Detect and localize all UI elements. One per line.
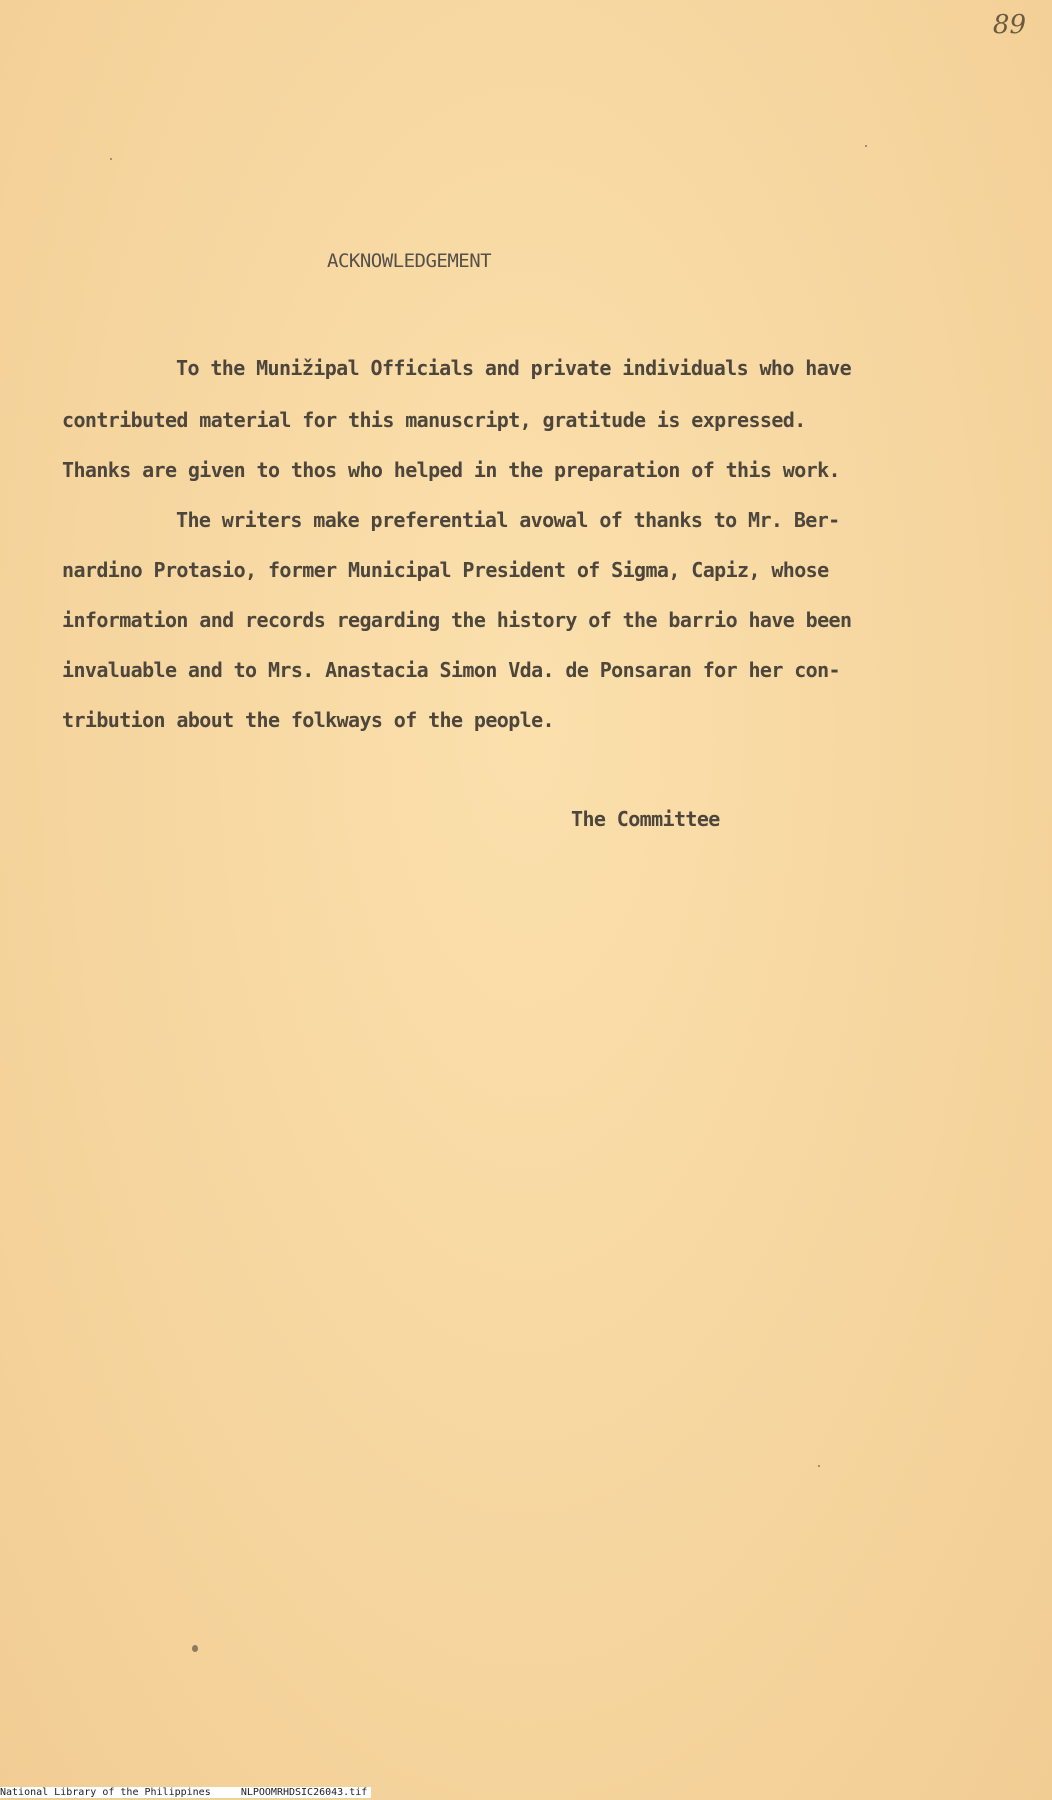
paragraph-line: The writers make preferential avowal of thanks to Mr. Ber- [176,508,840,532]
paragraph-line: Thanks are given to thos who helped in the preparation of this work. [62,458,840,482]
paper-speck [192,1645,198,1652]
signature: The Committee [571,807,720,831]
paragraph-line: nardino Protasio, former Municipal President of Sigma, Capiz, whose [62,558,829,582]
paper-speck [110,158,112,160]
paragraph-line: invaluable and to Mrs. Anastacia Simon Vda. de Ponsaran for her con- [62,658,840,682]
paragraph-line: To the Munižipal Officials and private individuals who have [176,356,852,380]
paragraph-line: contributed material for this manuscript, gratitude is expressed. [62,408,806,432]
paragraph-line: tribution about the folkways of the people. [62,708,554,732]
paper-speck [865,145,867,147]
page-title: ACKNOWLEDGEMENT [327,250,492,272]
footer-caption: National Library of the Philippines NLPOOMRHDSIC26043.tif [0,1787,371,1798]
paper-speck [818,1465,820,1467]
paragraph-line: information and records regarding the history of the barrio have been [62,608,852,632]
page-number: 89 [992,10,1026,40]
